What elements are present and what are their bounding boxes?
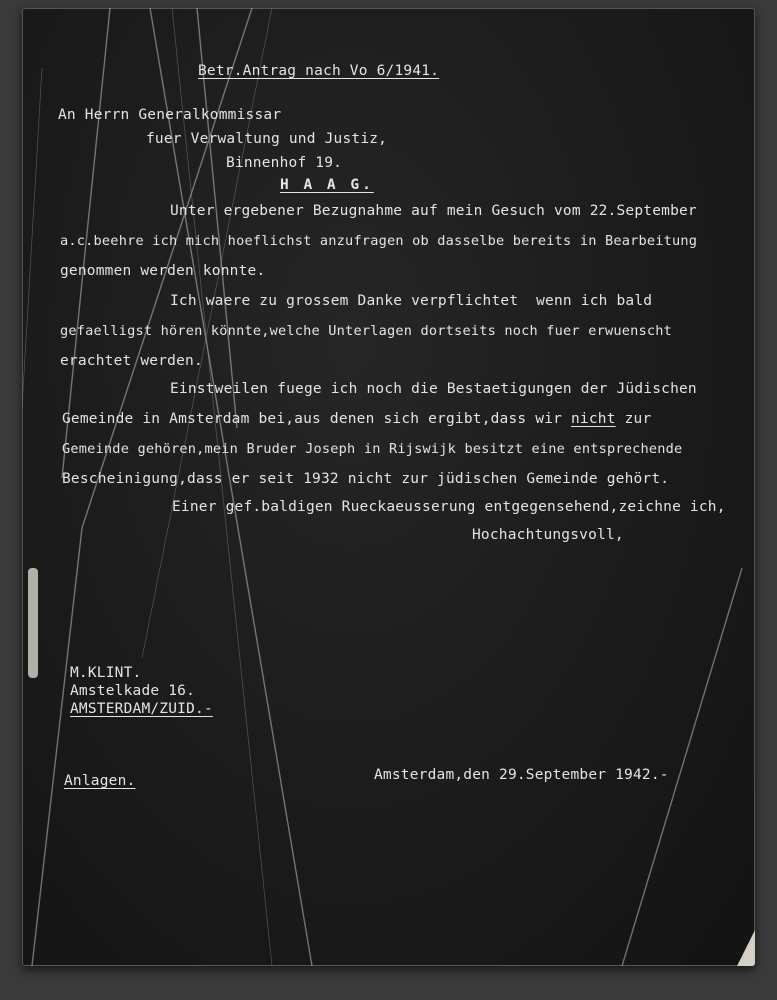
- body-p3-line-2-start: Gemeinde in Amsterdam bei,aus denen sich ergibt,dass wir: [62, 411, 571, 427]
- paper-corner-tear: [737, 930, 755, 966]
- body-p3-line-4: Bescheinigung,dass er seit 1932 nicht zur jüdischen Gemeinde gehört.: [62, 471, 670, 487]
- sender-street: Amstelkade 16.: [70, 683, 196, 699]
- address-city: H A A G.: [280, 177, 374, 193]
- body-p4-line-1: Einer gef.baldigen Rueckaeusserung entgegensehend,zeichne ich,: [172, 499, 726, 515]
- closing-salutation: Hochachtungsvoll,: [472, 527, 624, 543]
- body-p2-line-3: erachtet werden.: [60, 353, 203, 369]
- address-line-3: Binnenhof 19.: [226, 155, 343, 171]
- subject-line: Betr.Antrag nach Vo 6/1941.: [198, 63, 440, 79]
- body-p2-line-1: Ich waere zu grossem Danke verpflichtet wenn ich bald: [170, 293, 653, 309]
- place-and-date: Amsterdam,den 29.September 1942.-: [374, 767, 669, 783]
- body-p1-line-1: Unter ergebener Bezugnahme auf mein Gesuch vom 22.September: [170, 203, 697, 219]
- body-p3-line-1: Einstweilen fuege ich noch die Bestaetigungen der Jüdischen: [170, 381, 697, 397]
- address-line-1: An Herrn Generalkommissar: [58, 107, 282, 123]
- body-p1-line-3: genommen werden konnte.: [60, 263, 266, 279]
- enclosures-label: Anlagen.: [64, 773, 136, 789]
- body-p3-line-3: Gemeinde gehören,mein Bruder Joseph in Rijswijk besitzt eine entsprechende: [62, 441, 683, 457]
- body-p1-line-2: a.c.beehre ich mich hoeflichst anzufragen ob dasselbe bereits in Bearbeitung: [60, 233, 698, 249]
- typed-letter-sheet: [22, 8, 755, 966]
- body-p2-line-2: gefaelligst hören könnte,welche Unterlagen dortseits noch fuer erwuenscht: [60, 323, 673, 339]
- paper-edge-tear: [28, 568, 38, 678]
- sender-name: M.KLINT.: [70, 665, 142, 681]
- address-line-2: fuer Verwaltung und Justiz,: [146, 131, 388, 147]
- emphasis-nicht: nicht: [571, 411, 616, 427]
- body-p3-line-2: [62, 410, 651, 428]
- sender-city: AMSTERDAM/ZUID.-: [70, 701, 213, 717]
- body-p3-line-2-end: zur: [615, 411, 652, 427]
